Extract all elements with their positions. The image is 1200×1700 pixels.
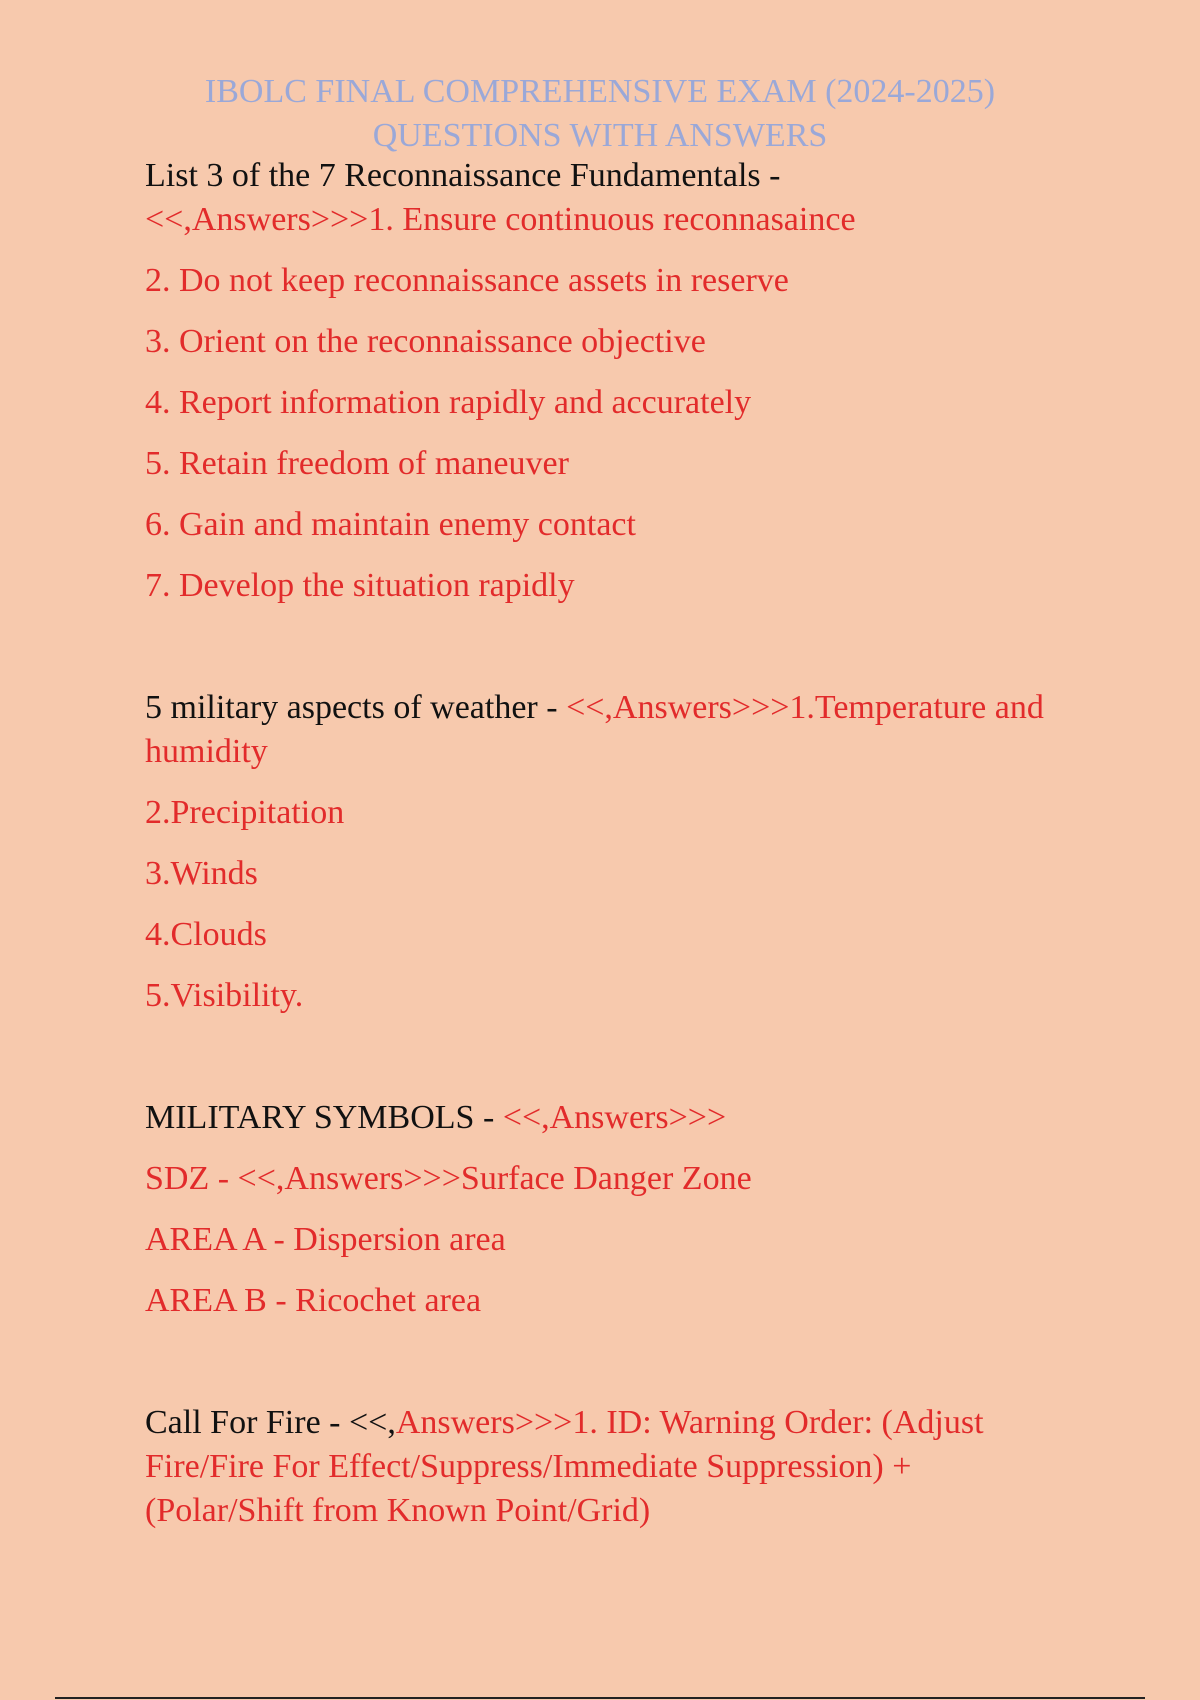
symbols-question-paragraph xyxy=(145,1096,1065,1140)
weather-section xyxy=(145,686,1065,1018)
recon-section xyxy=(145,154,1065,608)
weather-item: 4.Clouds xyxy=(145,916,267,953)
weather-question: 5 military aspects of weather - xyxy=(145,689,567,726)
weather-item: 3.Winds xyxy=(145,855,258,892)
cff-question: Call For Fire - <<, xyxy=(145,1404,396,1441)
weather-answer-first: <<,Answers>>>1.Temperature and humidity xyxy=(145,689,1044,770)
weather-question-paragraph xyxy=(145,686,1065,774)
weather-item: 2.Precipitation xyxy=(145,794,345,831)
symbols-item: AREA A - Dispersion area xyxy=(145,1221,506,1258)
recon-item: 2. Do not keep reconnaissance assets in reserve xyxy=(145,262,789,299)
symbols-item: SDZ - <<,Answers>>>Surface Danger Zone xyxy=(145,1160,752,1197)
cff-answer: Answers>>>1. ID: Warning Order: (Adjust Fire/Fire For Effect/Suppress/Immediate Suppression) + (Polar/Shift from Known Point/Grid) xyxy=(145,1404,984,1529)
title-line-2: QUESTIONS WITH ANSWERS xyxy=(372,117,828,154)
document-body xyxy=(145,154,1065,1533)
recon-item: 5. Retain freedom of maneuver xyxy=(145,445,569,482)
symbols-question: MILITARY SYMBOLS - xyxy=(145,1099,503,1136)
cff-question-paragraph xyxy=(145,1401,1065,1533)
recon-item: 4. Report information rapidly and accurately xyxy=(145,384,752,421)
symbols-answer-first: <<,Answers>>> xyxy=(502,1099,727,1136)
recon-item: 3. Orient on the reconnaissance objective xyxy=(145,323,706,360)
weather-item: 5.Visibility. xyxy=(145,977,304,1014)
recon-item: 6. Gain and maintain enemy contact xyxy=(145,506,636,543)
recon-question-paragraph xyxy=(145,154,1065,242)
document-title xyxy=(0,70,1200,158)
symbols-item: AREA B - Ricochet area xyxy=(145,1282,482,1319)
page-bottom-rule xyxy=(55,1697,1145,1699)
symbols-section xyxy=(145,1096,1065,1323)
recon-question: List 3 of the 7 Reconnaissance Fundamentals - xyxy=(145,157,781,194)
recon-answer-first: <<,Answers>>>1. Ensure continuous reconnasaince xyxy=(145,201,856,238)
title-line-1: IBOLC FINAL COMPREHENSIVE EXAM (2024-2025) xyxy=(204,73,996,110)
cff-section xyxy=(145,1401,1065,1533)
recon-item: 7. Develop the situation rapidly xyxy=(145,567,575,604)
